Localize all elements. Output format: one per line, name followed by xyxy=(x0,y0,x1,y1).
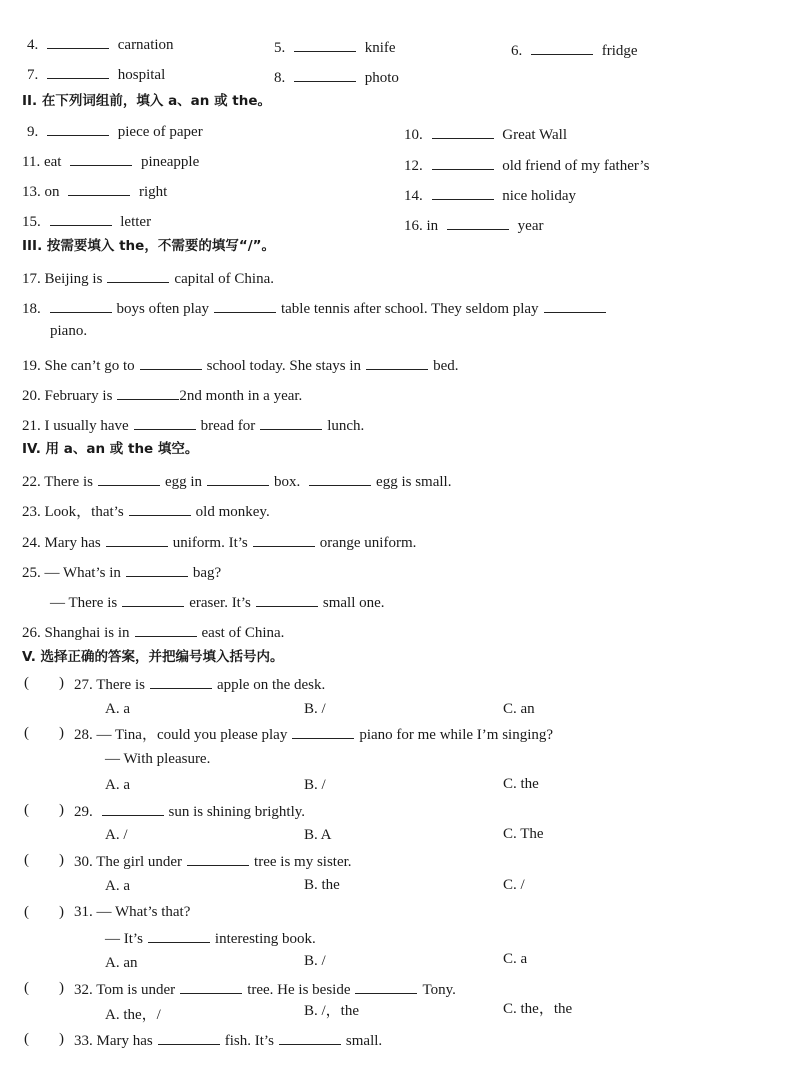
answer-blank[interactable] xyxy=(70,151,132,166)
item-31: 31. — What’s that? xyxy=(74,904,191,920)
section-2-title: II. 在下列词组前，填入 a、an 或 the。 xyxy=(22,93,272,109)
item-number: 4. xyxy=(27,37,39,53)
answer-blank[interactable] xyxy=(309,471,371,486)
answer-blank[interactable] xyxy=(106,532,168,547)
answer-blank[interactable] xyxy=(260,415,322,430)
option-c[interactable]: C. a xyxy=(503,951,528,967)
option-a[interactable]: A. a xyxy=(105,878,130,894)
item-19: 19. She can’t go to school today. She stays in bed. xyxy=(22,355,458,375)
answer-bracket[interactable]: ( ) xyxy=(24,675,64,691)
answer-blank[interactable] xyxy=(50,211,112,226)
answer-blank[interactable] xyxy=(126,562,188,577)
answer-bracket[interactable]: ( ) xyxy=(24,1031,64,1047)
item-4: 4. carnation xyxy=(27,34,174,54)
answer-bracket[interactable]: ( ) xyxy=(24,725,64,741)
item-29: 29. sun is shining brightly. xyxy=(74,801,305,821)
option-c[interactable]: C. the，the xyxy=(503,1001,573,1017)
item-21: 21. I usually have bread for lunch. xyxy=(22,415,364,435)
item-7: 7. hospital xyxy=(27,64,165,84)
section-4-title: IV. 用 a、an 或 the 填空。 xyxy=(22,441,199,457)
option-b[interactable]: B. the xyxy=(304,877,340,893)
answer-blank[interactable] xyxy=(432,185,494,200)
item-15: 15. letter xyxy=(22,211,151,231)
answer-blank[interactable] xyxy=(432,155,494,170)
item-20: 20. February is 2nd month in a year. xyxy=(22,385,302,405)
option-c[interactable]: C. / xyxy=(503,877,525,893)
answer-blank[interactable] xyxy=(107,268,169,283)
answer-blank[interactable] xyxy=(129,501,191,516)
item-28: 28. — Tina，could you please play piano for me while I’m singing? xyxy=(74,724,553,744)
answer-blank[interactable] xyxy=(432,124,494,139)
item-28-reply: — With pleasure. xyxy=(105,751,211,767)
item-5: 5. knife xyxy=(274,37,396,57)
section-3-title: III. 按需要填入 the，不需要的填写“/”。 xyxy=(22,238,275,254)
option-c[interactable]: C. The xyxy=(503,826,544,842)
answer-blank[interactable] xyxy=(134,415,196,430)
item-22: 22. There is egg in box. egg is small. xyxy=(22,471,451,491)
answer-bracket[interactable]: ( ) xyxy=(24,980,64,996)
option-b[interactable]: B. / xyxy=(304,701,326,717)
answer-blank[interactable] xyxy=(253,532,315,547)
item-6: 6. fridge xyxy=(511,40,638,60)
answer-bracket[interactable]: ( ) xyxy=(24,852,64,868)
option-b[interactable]: B. / xyxy=(304,953,326,969)
answer-blank[interactable] xyxy=(447,215,509,230)
option-a[interactable]: A. / xyxy=(105,827,128,843)
item-16: 16. in year xyxy=(404,215,543,235)
item-33: 33. Mary has fish. It’s small. xyxy=(74,1030,382,1050)
answer-blank[interactable] xyxy=(294,67,356,82)
item-26: 26. Shanghai is in east of China. xyxy=(22,622,284,642)
option-b[interactable]: B. / xyxy=(304,777,326,793)
item-13: 13. on right xyxy=(22,181,167,201)
answer-blank[interactable] xyxy=(47,34,109,49)
answer-blank[interactable] xyxy=(102,801,164,816)
item-30: 30. The girl under tree is my sister. xyxy=(74,851,352,871)
answer-blank[interactable] xyxy=(150,674,212,689)
option-b[interactable]: B. A xyxy=(304,827,332,843)
answer-blank[interactable] xyxy=(47,121,109,136)
answer-bracket[interactable]: ( ) xyxy=(24,904,64,920)
answer-blank[interactable] xyxy=(135,622,197,637)
item-14: 14. nice holiday xyxy=(404,185,576,205)
option-a[interactable]: A. a xyxy=(105,777,130,793)
option-a[interactable]: A. a xyxy=(105,701,130,717)
item-25: 25. — What’s in bag? xyxy=(22,562,221,582)
option-a[interactable]: A. the，/ xyxy=(105,1007,161,1023)
item-18: 18. boys often play table tennis after school. They seldom play xyxy=(22,298,611,318)
answer-blank[interactable] xyxy=(366,355,428,370)
option-b[interactable]: B. /，the xyxy=(304,1003,359,1019)
item-9: 9. piece of paper xyxy=(27,121,203,141)
answer-blank[interactable] xyxy=(47,64,109,79)
option-c[interactable]: C. an xyxy=(503,701,535,717)
item-10: 10. Great Wall xyxy=(404,124,567,144)
item-17: 17. Beijing is capital of China. xyxy=(22,268,274,288)
item-11: 11. eat pineapple xyxy=(22,151,199,171)
item-31-reply: — It’s interesting book. xyxy=(105,928,316,948)
item-27: 27. There is apple on the desk. xyxy=(74,674,325,694)
answer-blank[interactable] xyxy=(50,298,112,313)
answer-blank[interactable] xyxy=(214,298,276,313)
item-24: 24. Mary has uniform. It’s orange uniform. xyxy=(22,532,416,552)
answer-blank[interactable] xyxy=(279,1030,341,1045)
answer-blank[interactable] xyxy=(117,385,179,400)
answer-blank[interactable] xyxy=(68,181,130,196)
answer-blank[interactable] xyxy=(187,851,249,866)
answer-blank[interactable] xyxy=(122,592,184,607)
answer-blank[interactable] xyxy=(292,724,354,739)
answer-blank[interactable] xyxy=(294,37,356,52)
answer-blank[interactable] xyxy=(158,1030,220,1045)
answer-blank[interactable] xyxy=(355,979,417,994)
option-c[interactable]: C. the xyxy=(503,776,539,792)
answer-blank[interactable] xyxy=(207,471,269,486)
item-8: 8. photo xyxy=(274,67,399,87)
option-a[interactable]: A. an xyxy=(105,955,138,971)
item-25-reply: — There is eraser. It’s small one. xyxy=(50,592,385,612)
section-5-title: V. 选择正确的答案，并把编号填入括号内。 xyxy=(22,649,284,665)
answer-blank[interactable] xyxy=(531,40,593,55)
answer-blank[interactable] xyxy=(256,592,318,607)
answer-blank[interactable] xyxy=(148,928,210,943)
item-32: 32. Tom is under tree. He is beside Tony. xyxy=(74,979,456,999)
item-23: 23. Look，that’s old monkey. xyxy=(22,501,270,521)
answer-bracket[interactable]: ( ) xyxy=(24,802,64,818)
item-18-cont: piano. xyxy=(50,323,88,339)
item-12: 12. old friend of my father’s xyxy=(404,155,649,175)
answer-blank[interactable] xyxy=(544,298,606,313)
answer-blank[interactable] xyxy=(98,471,160,486)
answer-blank[interactable] xyxy=(140,355,202,370)
answer-blank[interactable] xyxy=(180,979,242,994)
